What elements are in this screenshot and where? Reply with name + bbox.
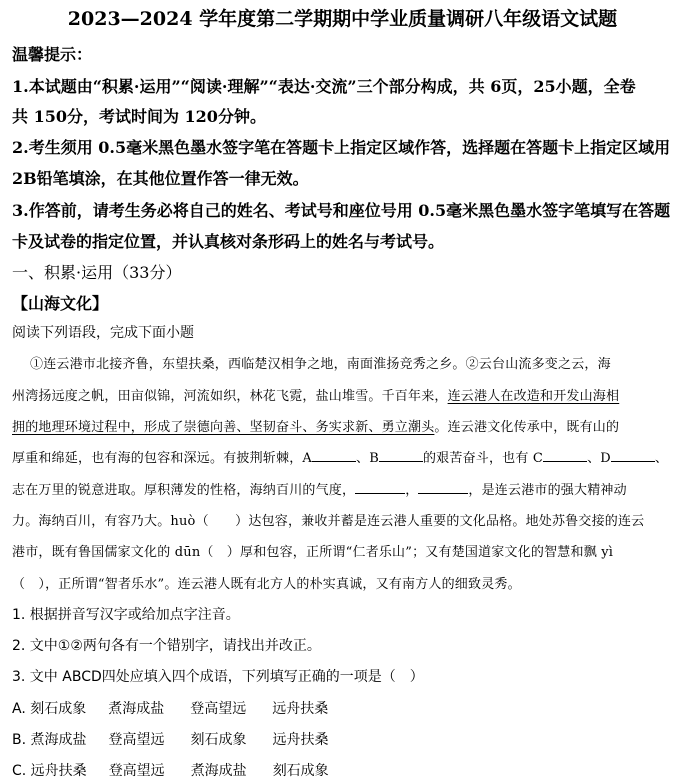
- blank-1[interactable]: [355, 492, 405, 494]
- option-item: 远舟扶桑: [272, 701, 329, 717]
- passage-text: 、: [654, 451, 669, 466]
- passage-text: 。连云港文化传承中，既有山的: [434, 420, 620, 435]
- question-1: 1. 根据拼音写汉字或给加点字注音。: [12, 607, 240, 623]
- passage-line-5: [12, 479, 627, 498]
- option-item: 远舟扶桑: [272, 732, 329, 748]
- option-item: 刻石成象: [272, 763, 329, 779]
- question-3: 3. 文中 ABCD四处应填入四个成语，下列填写正确的一项是（ ）: [12, 669, 424, 685]
- passage-line-6: 力。海纳百川，有容乃大。huò（ ）达包容，兼收并蓄是连云港人重要的文化品格。地处苏鲁交接的连云: [12, 514, 645, 529]
- option-c[interactable]: [12, 760, 355, 780]
- option-label: A. 刻石成象: [12, 701, 87, 717]
- passage-line-2: [12, 385, 619, 404]
- tip-line-5: 3.作答前，请考生务必将自己的姓名、考试号和座位号用 0.5毫米黑色墨水签字笔填写在答题: [12, 201, 671, 220]
- tip-line-2: 共 150分，考试时间为 120分钟。: [12, 107, 266, 126]
- tip-line-6: 卡及试卷的指定位置，并认真核对条形码上的姓名与考试号。: [12, 232, 445, 251]
- passage-text: 的艰苦奋斗，也有 C: [422, 451, 544, 466]
- passage-line-3: [12, 416, 619, 435]
- tip-line-3: 2.考生须用 0.5毫米黑色墨水签字笔在答题卡上指定区域作答，选择题在答题卡上指定区域用: [12, 138, 671, 157]
- passage-text: 志在万里的锐意进取。厚积薄发的性格，海纳百川的气度，: [12, 483, 356, 498]
- option-a[interactable]: [12, 698, 354, 718]
- passage-text: 州湾扬远度之帆，田亩似锦，河流如织，林花飞霓，盐山堆雪。千百年来，: [12, 389, 448, 404]
- exam-title: 2023—2024 学年度第二学期期中学业质量调研八年级语文试题: [67, 8, 618, 30]
- passage-text: 、D: [587, 451, 611, 466]
- passage-line-8: （ ），正所谓“智者乐水”。连云港人既有北方人的朴实真诚，又有南方人的细致灵秀。: [12, 577, 521, 592]
- blank-c[interactable]: [543, 460, 587, 462]
- passage-text: 、B: [356, 451, 379, 466]
- underlined-sentence-part-2: 拥的地理环境过程中，形成了崇德向善、坚韧奋斗、务实求新、勇立潮头: [12, 420, 435, 435]
- blank-d[interactable]: [611, 460, 655, 462]
- option-item: 煮海成盐: [108, 701, 165, 717]
- question-2: 2. 文中①②两句各有一个错别字，请找出并改正。: [12, 638, 321, 654]
- option-label: C. 远舟扶桑: [12, 763, 87, 779]
- option-item: 刻石成象: [190, 732, 247, 748]
- option-b[interactable]: [12, 729, 355, 749]
- passage-text: 厚重和绵延，也有海的包容和深远。有披荆斩棘，A: [12, 451, 312, 466]
- passage-text: ，是连云港市的强大精神动: [468, 483, 627, 498]
- section-title: 一、积累·运用（33分）: [12, 263, 182, 282]
- passage-line-1: ①连云港市北接齐鲁，东望扶桑，西临楚汉相争之地，南面淮扬竞秀之乡。②云台山流多变之云，海: [30, 357, 611, 372]
- option-item: 登高望远: [108, 763, 165, 779]
- passage-text: ，: [405, 483, 419, 498]
- tips-heading: 温馨提示：: [12, 45, 93, 64]
- underlined-sentence-part-1: 连云港人在改造和开发山海相: [447, 389, 620, 404]
- tip-line-4: 2B铅笔填涂，在其他位置作答一律无效。: [12, 169, 309, 188]
- instruction: 阅读下列语段，完成下面小题: [12, 325, 194, 341]
- tip-line-1: 1.本试题由“积累·运用”“阅读·理解”“表达·交流”三个部分构成，共 6页，25小题，全卷: [12, 77, 636, 96]
- passage-line-7: 港市，既有鲁国儒家文化的 dūn（ ）厚和包容，正所谓“仁者乐山”；又有楚国道家文化的智慧和飘 yì: [12, 545, 614, 560]
- option-item: 登高望远: [108, 732, 165, 748]
- blank-b[interactable]: [379, 460, 423, 462]
- passage-line-4: [12, 447, 668, 466]
- blank-a[interactable]: [312, 460, 356, 462]
- option-label: B. 煮海成盐: [12, 732, 87, 748]
- blank-2[interactable]: [418, 492, 468, 494]
- topic-heading: 【山海文化】: [12, 294, 109, 313]
- option-item: 煮海成盐: [190, 763, 247, 779]
- option-item: 登高望远: [190, 701, 247, 717]
